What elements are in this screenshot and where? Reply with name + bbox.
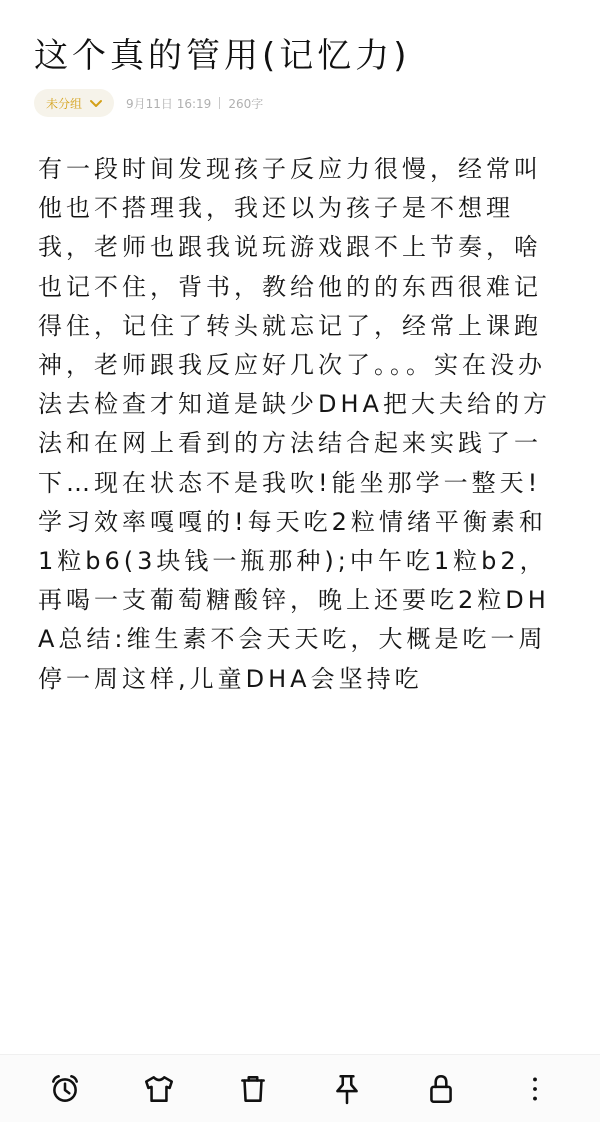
- note-datetime: 9月11日 16:19: [126, 96, 212, 111]
- pin-icon: [330, 1072, 364, 1106]
- lock-button[interactable]: [417, 1065, 465, 1113]
- chevron-down-icon: [88, 95, 104, 111]
- note-title[interactable]: 这个真的管用(记忆力): [34, 36, 411, 76]
- category-selector[interactable]: [34, 89, 114, 117]
- category-label: 未分组: [46, 96, 83, 111]
- note-body[interactable]: 有一段时间发现孩子反应力很慢，经常叫他也不搭理我，我还以为孩子是不想理我，老师也跟我说玩游戏跟不上节奏，啥也记不住，背书，教给他的的东西很难记得住，记住了转头就忘记了，经常上课跑神，老师跟我反应好几次了。。。实在没办法去检查才知道是缺少DHA把大夫给的方法和在网上看到的方法结合起来实践了一下…现在状态不是我吹!能坐那学一整天!学习效率嘎嘎的!每天吃2粒情绪平衡素和1粒b6(3块钱一瓶那种);中午吃1粒b2，再喝一支葡萄糖酸锌，晚上还要吃2粒DHA总结:维生素不会天天吃，大概是吃一周停一周这样,儿童DHA会坚持吃: [38, 155, 551, 693]
- pin-button[interactable]: [323, 1065, 371, 1113]
- note-word-count: 260字: [228, 96, 264, 111]
- note-meta: [34, 88, 263, 118]
- trash-icon: [236, 1072, 270, 1106]
- bottom-toolbar: [0, 1054, 600, 1122]
- shirt-icon: [142, 1072, 176, 1106]
- alarm-clock-icon: [48, 1072, 82, 1106]
- delete-button[interactable]: [229, 1065, 277, 1113]
- theme-button[interactable]: [135, 1065, 183, 1113]
- more-button[interactable]: [511, 1065, 559, 1113]
- lock-icon: [424, 1072, 458, 1106]
- more-icon: [518, 1072, 552, 1106]
- note-info: [126, 95, 263, 112]
- reminder-button[interactable]: [41, 1065, 89, 1113]
- meta-divider: [219, 97, 220, 109]
